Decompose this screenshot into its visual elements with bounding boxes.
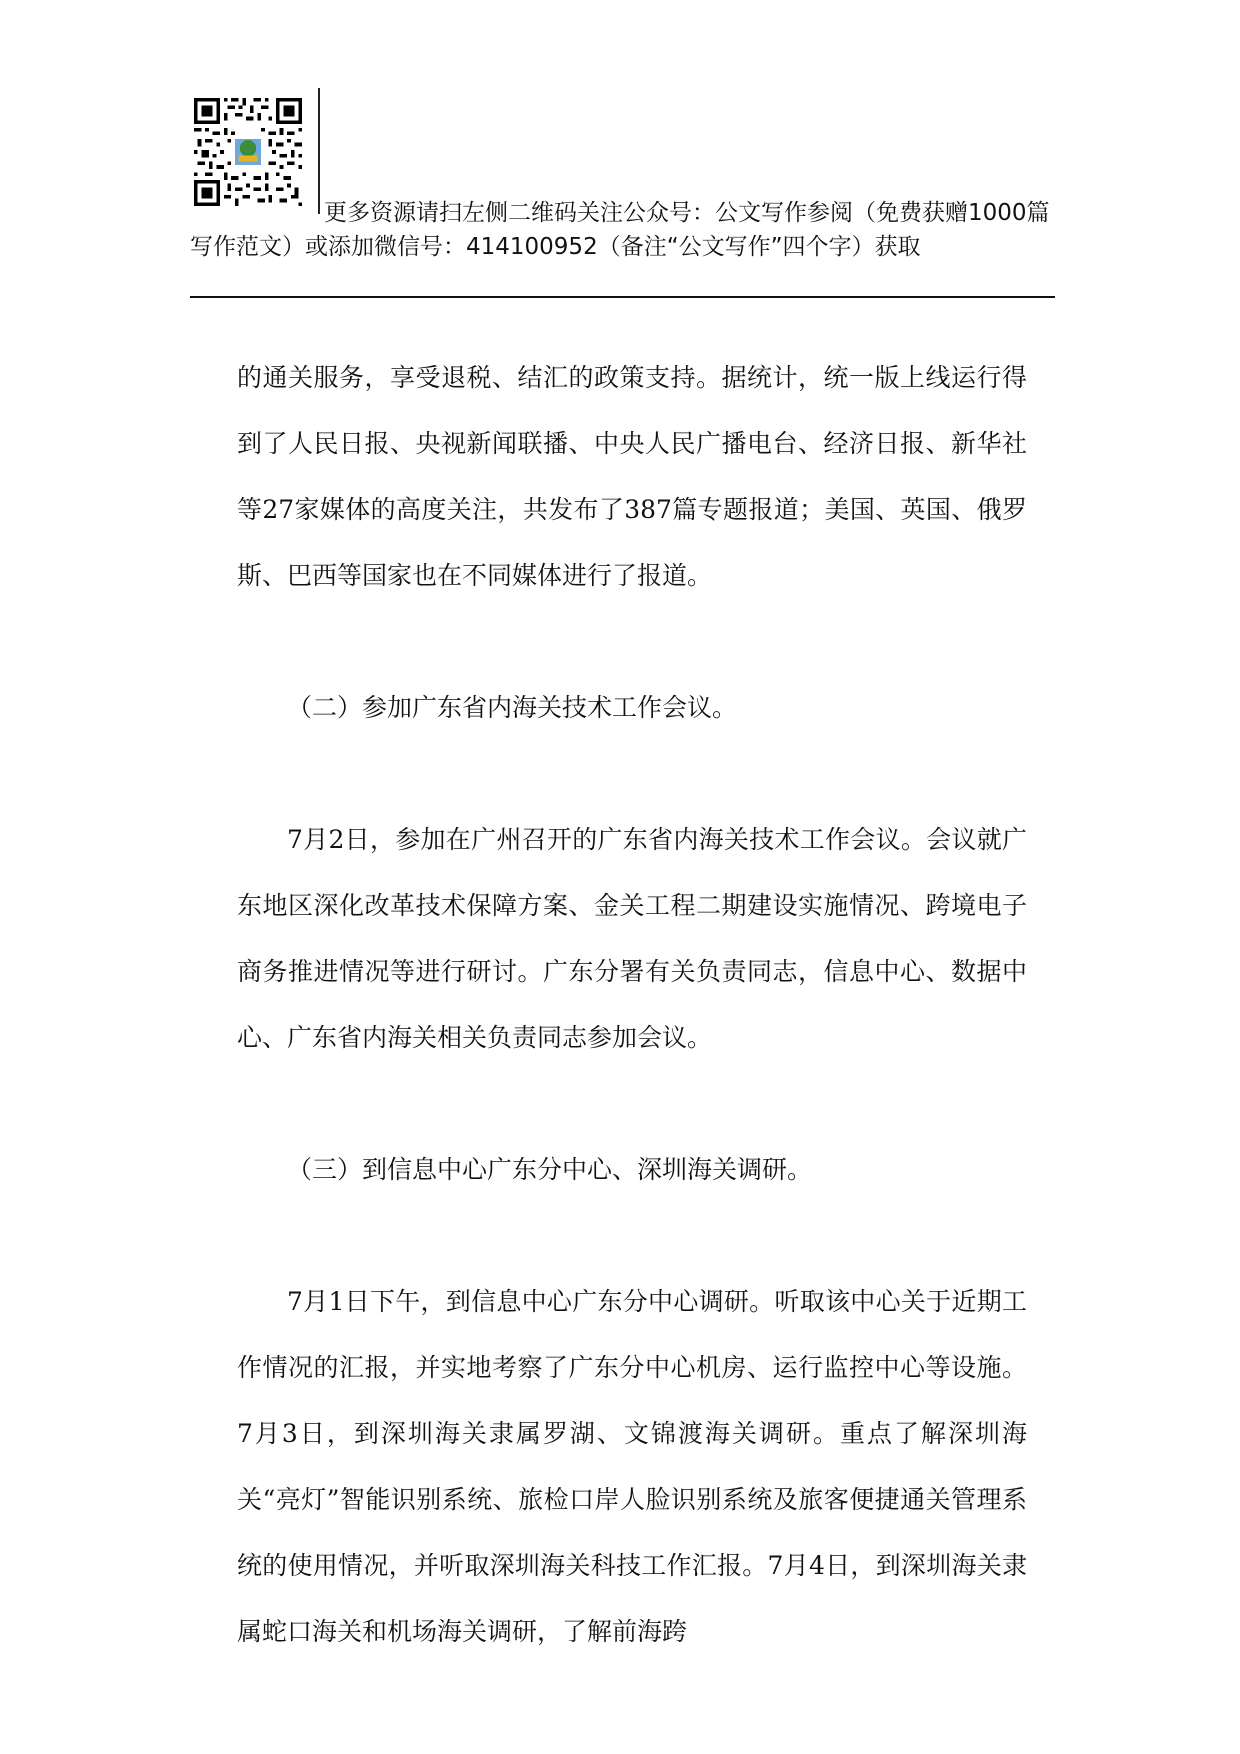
qr-code-image (194, 98, 302, 206)
paragraph: 7月1日下午，到信息中心广东分中心调研。听取该中心关于近期工作情况的汇报，并实地考察了广东分中心机房、运行监控中心等设施。7月3日，到深圳海关隶属罗湖、文锦渡海关调研。重点了解深圳海关“亮灯”智能识别系统、旅检口岸人脸识别系统及旅客便捷通关管理系统的使用情况，并听取深圳海关科技工作汇报。7月4日，到深圳海关隶属蛇口海关和机场海关调研，了解前海跨 (237, 1287, 1027, 1646)
paragraph: 的通关服务，享受退税、结汇的政策支持。据统计，统一版上线运行得到了人民日报、央视新闻联播、中央人民广播电台、经济日报、新华社等27家媒体的高度关注，共发布了387篇专题报道；美国、英国、俄罗斯、巴西等国家也在不同媒体进行了报道。 (237, 363, 1027, 590)
document-body (237, 345, 1027, 1665)
paragraph: 7月2日，参加在广州召开的广东省内海关技术工作会议。会议就广东地区深化改革技术保障方案、金关工程二期建设实施情况、跨境电子商务推进情况等进行研讨。广东分署有关负责同志，信息中心、数据中心、广东省内海关相关负责同志参加会议。 (237, 825, 1027, 1052)
header-rule (190, 296, 1055, 298)
section-heading: （二）参加广东省内海关技术工作会议。 (287, 693, 738, 722)
page-header (190, 88, 1055, 298)
section-heading: （三）到信息中心广东分中心、深圳海关调研。 (287, 1155, 813, 1184)
promo-text: 更多资源请扫左侧二维码关注公众号：公文写作参阅（免费获赠1000篇写作范文）或添加微信号：414100952（备注“公文写作”四个字）获取 (190, 200, 1050, 260)
